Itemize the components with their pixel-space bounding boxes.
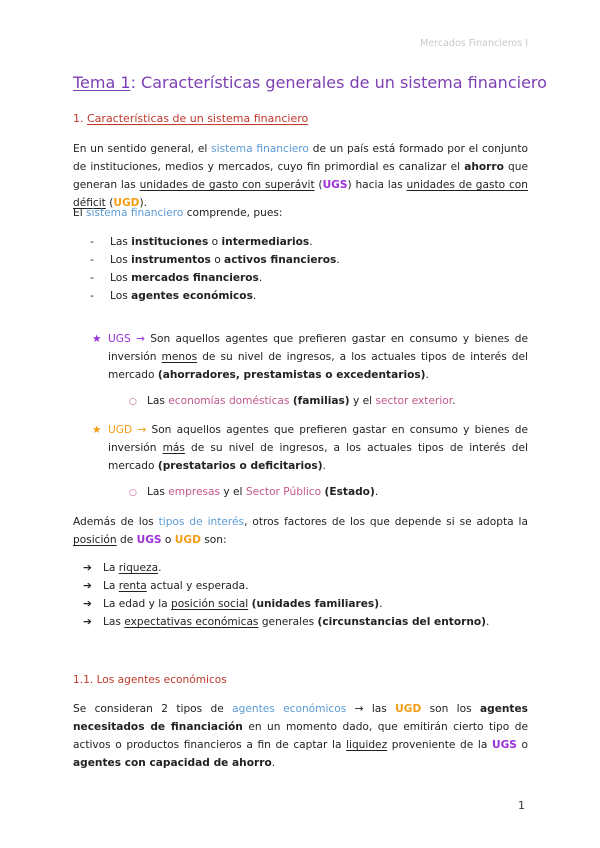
- section-heading-1: 1. Características de un sistema financiero: [73, 112, 309, 125]
- ugd-definition: ★ UGD → Son aquellos agentes que prefieren gastar en consumo y bienes de inversión más de su nivel de ingresos, a los actuales tipos de interés del mercado (prestatarios o deficitarios).: [92, 421, 528, 475]
- page-number: 1: [518, 799, 525, 812]
- section-heading-1-1: 1.1. Los agentes económicos: [73, 674, 227, 686]
- paragraph-intro: En un sentido general, el sistema financiero de un país está formado por el conjunto de instituciones, medios y mercados, cuyo fin primordial es canalizar el ahorro que generan las unidades de gasto con superávit (UGS) hacia las unidades de gasto con déficit (UGD).: [73, 143, 528, 209]
- list-item: ➔ Las expectativas económicas generales (circunstancias del entorno).: [83, 613, 489, 631]
- star-icon: ★: [92, 424, 102, 436]
- star-icon: ★: [92, 333, 102, 345]
- circle-bullet-icon: ○: [129, 397, 137, 407]
- arrow-bullet-icon: ➔: [83, 562, 92, 574]
- list-item: - Los instrumentos o activos financieros.: [90, 254, 340, 266]
- list-item: - Las instituciones o intermediarios.: [90, 236, 313, 248]
- ugs-examples: ○ Las economías domésticas (familias) y el sector exterior.: [129, 392, 456, 411]
- factors-list: [83, 559, 489, 631]
- circle-bullet-icon: ○: [129, 488, 137, 498]
- list-item: - Los mercados financieros.: [90, 272, 263, 284]
- components-list: [90, 233, 340, 305]
- list-item: ➔ La renta actual y esperada.: [83, 577, 489, 595]
- paragraph-agents: Se consideran 2 tipos de agentes económicos → las UGD son los agentes necesitados de financiación en un momento dado, que emitirán cierto tipo de activos o productos financieros a fin de captar la liquidez proveniente de la UGS o agentes con capacidad de ahorro.: [73, 703, 529, 769]
- arrow-bullet-icon: ➔: [83, 598, 92, 610]
- arrow-bullet-icon: ➔: [83, 616, 92, 628]
- list-item: ➔ La edad y la posición social (unidades familiares).: [83, 595, 489, 613]
- arrow-bullet-icon: ➔: [83, 580, 92, 592]
- list-item: - Los agentes económicos.: [90, 290, 257, 302]
- page-header: Mercados Financieros I: [420, 38, 528, 49]
- ugd-examples: ○ Las empresas y el Sector Público (Estado).: [129, 483, 378, 502]
- list-item: ➔ La riqueza.: [83, 559, 489, 577]
- ugs-definition: ★ UGS → Son aquellos agentes que prefieren gastar en consumo y bienes de inversión menos de su nivel de ingresos, a los actuales tipos de interés del mercado (ahorradores, prestamistas o excedentarios).: [92, 330, 528, 384]
- paragraph-comprende: El sistema financiero comprende, pues:: [73, 207, 283, 219]
- page-title: Tema 1: Características generales de un sistema financiero: [73, 73, 547, 92]
- paragraph-factors: Además de los tipos de interés, otros factores de los que depende si se adopta la posición de UGS o UGD son:: [73, 516, 528, 546]
